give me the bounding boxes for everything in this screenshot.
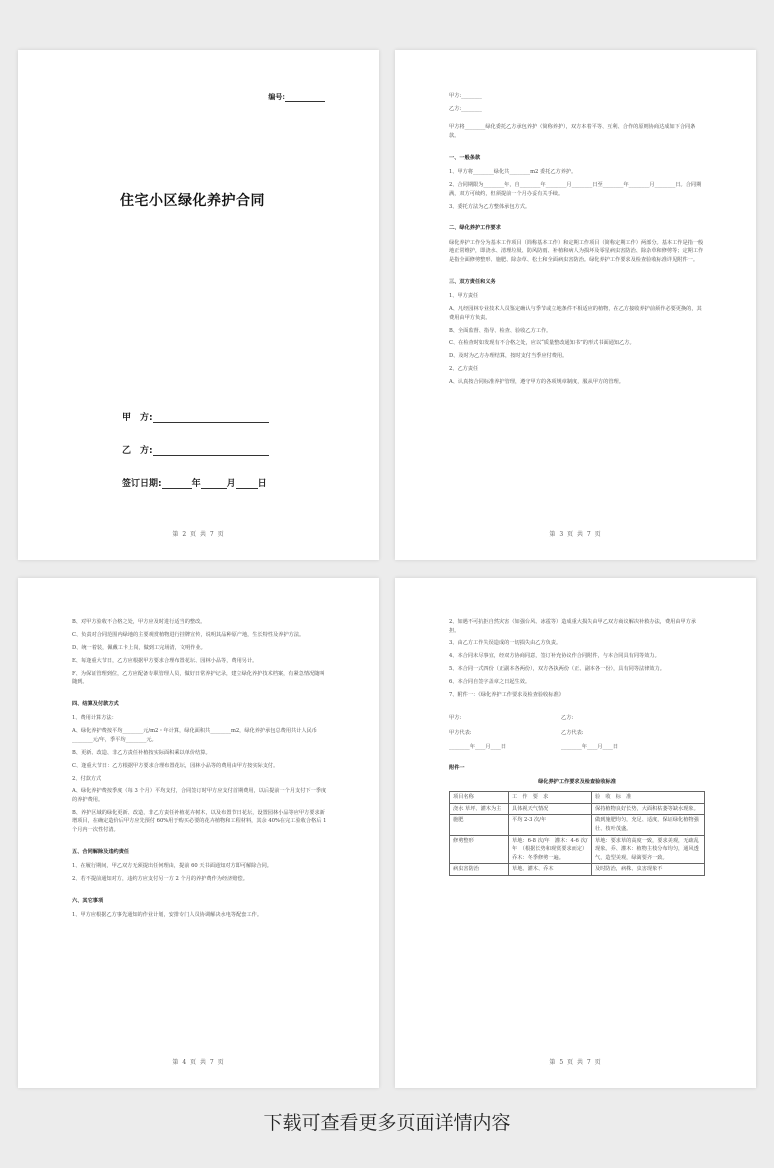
paragraph: C、逢重大节日：乙方根据甲方要求合理布置花坛，园林小品等的费用由甲方按实际支付。 — [72, 762, 279, 769]
table-cell: 草地：6-8 次/年 灌木：4-6 次/年 （根据长势和观赏要求而定）乔木：冬季修剪一遍。 — [509, 835, 592, 864]
paragraph: C、在检查时如发现有不合格之处，应以“质量整改通知书”的形式书面通知乙方。 — [449, 340, 635, 347]
document-page-5 — [395, 578, 756, 1088]
page-footer: 第 3 页 共 7 页 — [549, 531, 602, 538]
table-row — [450, 803, 705, 815]
table-cell: 草地：要求草的高度一致，要求美观，无疏乱现象。乔、灌木：植物主枝分布均匀，通风透气，造型美观，绿篱要齐一致。 — [592, 835, 705, 864]
party-a-blank — [153, 412, 269, 423]
page-body — [449, 618, 705, 876]
table-cell: 病虫害防治 — [450, 864, 509, 876]
paragraph: E、每逢重大节日，乙方应根据甲方要求合理布置花坛、园林小品等，费用另计。 — [72, 657, 258, 664]
representative-row — [449, 729, 705, 738]
day-label: 日 — [257, 479, 267, 489]
serial-label: 编号: — [268, 92, 285, 101]
party-a-sign-label: 甲方: — [449, 714, 462, 721]
table-row — [450, 815, 705, 835]
party-a-field — [122, 410, 269, 423]
party-b-blank — [153, 445, 269, 456]
paragraph: A、凡经园林专业技术人员鉴定确认与季节或立地条件不相适应的植物，在乙方接收养护前须作必要更换的，其费用由甲方负责。 — [449, 306, 702, 321]
page-body — [449, 92, 705, 391]
attachment-label: 附件一 — [449, 764, 465, 771]
table-row — [450, 864, 705, 876]
page-footer: 第 5 页 共 7 页 — [549, 1059, 602, 1066]
section-heading: 二、绿化养护工作要求 — [449, 225, 501, 232]
paragraph: 1、在履行期间，甲乙双方无须提出任何理由，提前 60 天书面通知对方即可解除合同。 — [72, 863, 272, 870]
year-label: 年 — [191, 479, 201, 489]
document-page-cover — [18, 50, 379, 560]
paragraph: 1、甲方应根据乙方事先通知的作业计划，安排专门人员协调解决水电等配套工作。 — [72, 912, 263, 919]
party-b-label: 乙 方: — [122, 446, 153, 456]
table-cell: 平均 2-3 次/年 — [509, 815, 592, 835]
page-footer: 第 4 页 共 7 页 — [172, 1059, 225, 1066]
paragraph: 6、本合同自签字盖章之日起生效。 — [449, 679, 531, 686]
paragraph: B、全面监督、指导、检查、验收乙方工作。 — [449, 327, 552, 334]
paragraph: 3、委托方法为乙方整体承包方式。 — [449, 203, 531, 210]
section-heading: 六、其它事项 — [72, 897, 104, 904]
paragraph: 5、本合同一式四份（正副本各两份），双方各执两份（正、副本各一份），具有同等法律效力。 — [449, 666, 665, 673]
table-cell: 保持植物良好长势，大面积枯萎等缺水现象。 — [592, 803, 705, 815]
signing-date-label: 签订日期: — [122, 479, 162, 489]
paragraph: 4、本合同未尽事宜，经双方协商同意，签订补充协议作合同附件，与本合同具有同等效力。 — [449, 653, 660, 660]
serial-blank — [285, 93, 325, 102]
paragraph: 1、甲方责任 — [449, 293, 479, 300]
month-label: 月 — [226, 479, 236, 489]
document-page-3 — [395, 50, 756, 560]
table-row — [450, 835, 705, 864]
paragraph: 2、合同期限为________年，自________年________月________日至________年________月________日。合同期满，双方可续约，但须提前一个月办妥有关手续。 — [449, 182, 702, 197]
paragraph: B、养护区域的绿化更新、改造，非乙方责任补植花卉树木，以及布置节日花坛，设置园林小品等应甲方要求新增项目，在确定造价后甲方应先预付 60%用于购买必要的花卉植物和工程材料，其余 40%在完工验收合格后 1 个月内一次性付清。 — [72, 809, 327, 834]
paragraph: F、为保证管理到位，乙方应配备专职管理人员，做好日常养护记录，建立绿化养护技术档案，有紧急情况随叫随到。 — [72, 670, 325, 686]
table-cell: 草地、灌木、乔木 — [509, 864, 592, 876]
party-a-date: ________年____月____日 — [449, 744, 507, 751]
paragraph: 2、若不提前通知对方，违约方应支付另一方 2 个月的养护费作为经济赔偿。 — [72, 876, 248, 883]
table-cell: 施肥 — [450, 815, 509, 835]
paragraph: 1、费用计算方法： — [72, 715, 117, 722]
table-header-cell: 工 作 要 求 — [509, 792, 592, 804]
party-b-field — [122, 443, 269, 456]
paragraph: 甲方将________绿化委托乙方承包养护（简称养护），双方本着平等、互利、合作的原则协商达成如下合同条款。 — [449, 124, 696, 140]
paragraph: A、认真按合同标准养护管理，遵守甲方的各项规章制度，服从甲方的管理。 — [449, 379, 624, 386]
paragraph: 3、由乙方工作失误造成的一切损失由乙方负责。 — [449, 640, 562, 647]
date-row — [449, 743, 705, 752]
paragraph: 7、附件一：《绿化养护工作要求及检查验收标准》 — [449, 692, 564, 699]
paragraph: 绿化养护工作分为基本工作项目（简称基本工作）和定期工作项目（简称定期工作）两部分。基本工作是指一般地正常维护，即浇水、清理垃圾、防风防雨、补植和病人为损坏及零星病虫害防治、除杂草和修剪等；定期工作是指全面修剪整形、施肥、除杂草、松土和全面病虫害防治。绿化养护工作要求及检查验收标准详见附件一。 — [449, 239, 704, 264]
contract-title: 住宅小区绿化养护合同 — [120, 193, 265, 209]
paragraph: 甲方:________ — [449, 93, 482, 99]
table-cell: 具体视天气情况 — [509, 803, 592, 815]
party-b-date: ________年____月____日 — [561, 744, 619, 751]
table-header-cell: 验 收 标 准 — [592, 792, 705, 804]
signing-date-field — [122, 476, 267, 489]
paragraph: 乙方:________ — [449, 105, 482, 112]
section-heading: 五、合同解除及违约责任 — [72, 848, 130, 855]
party-b-sign-label: 乙方: — [561, 714, 574, 721]
paragraph: A、绿化养护费按平均________元/m2・年计算，绿化面积共________m2，绿化养护承包总费用共计人民币________元/年，季平均________元。 — [72, 728, 317, 743]
serial-number-field — [268, 92, 325, 102]
paragraph: 2、如遇不可抗拒自然灾害（如强台风、冰雹等）造成重大损失由甲乙双方商议解决补救办法，费用由甲方承担。 — [449, 619, 697, 634]
section-heading: 四、结算及付款方式 — [72, 700, 119, 707]
table-cell: 做到施肥均匀，充足、适度，保证绿化植物强壮、枝叶茂盛。 — [592, 815, 705, 835]
paragraph: 2、付款方式 — [72, 775, 102, 782]
page-footer: 第 2 页 共 7 页 — [172, 531, 225, 538]
table-cell: 及时防治，病株、虫害现象不 — [592, 864, 705, 876]
party-a-label: 甲 方: — [122, 413, 153, 423]
signature-row — [449, 714, 705, 723]
download-caption: 下载可查看更多页面详情内容 — [263, 1112, 511, 1134]
party-b-rep-label: 乙方代表: — [561, 729, 584, 736]
party-a-rep-label: 甲方代表: — [449, 729, 472, 736]
paragraph: B、对甲方验收不合格之处，甲方应及时进行适当的整改。 — [72, 619, 206, 625]
page-body — [72, 618, 328, 924]
section-heading: 三、双方责任和义务 — [449, 278, 496, 285]
section-heading: 一、一般条款 — [449, 154, 481, 161]
paragraph: C、负责对合同范围内绿地的主要观赏植物进行挂牌宣传，说明其品种原产地，生长特性及养护方法。 — [72, 631, 305, 638]
paragraph: D、统一着装，佩戴工卡上岗，做到工完场清，文明作业。 — [72, 644, 206, 651]
table-cell: 浇水 草坪、灌木为主 — [450, 803, 509, 815]
table-header-row — [450, 792, 705, 804]
paragraph: 1、甲方将________绿化共________m2 委托乙方养护。 — [449, 169, 577, 176]
paragraph: B、更新、改造、非乙方责任补植按实际面积乘以单价结算。 — [72, 749, 211, 756]
document-page-4 — [18, 578, 379, 1088]
paragraph: 2、乙方责任 — [449, 366, 479, 373]
paragraph: D、及时为乙方办理结算，按时支付当季应付费用。 — [449, 353, 568, 360]
acceptance-standard-table — [449, 791, 705, 876]
paragraph: A、绿化养护费按季度（每 3 个月）平均支付，合同签订时甲方应支付首期费用，以后提前一个月支付下一季度的养护费用。 — [72, 788, 327, 803]
table-header-cell: 项目名称 — [450, 792, 509, 804]
attachment-title: 绿化养护工作要求及检查验收标准 — [538, 779, 616, 786]
table-cell: 修剪整形 — [450, 835, 509, 864]
